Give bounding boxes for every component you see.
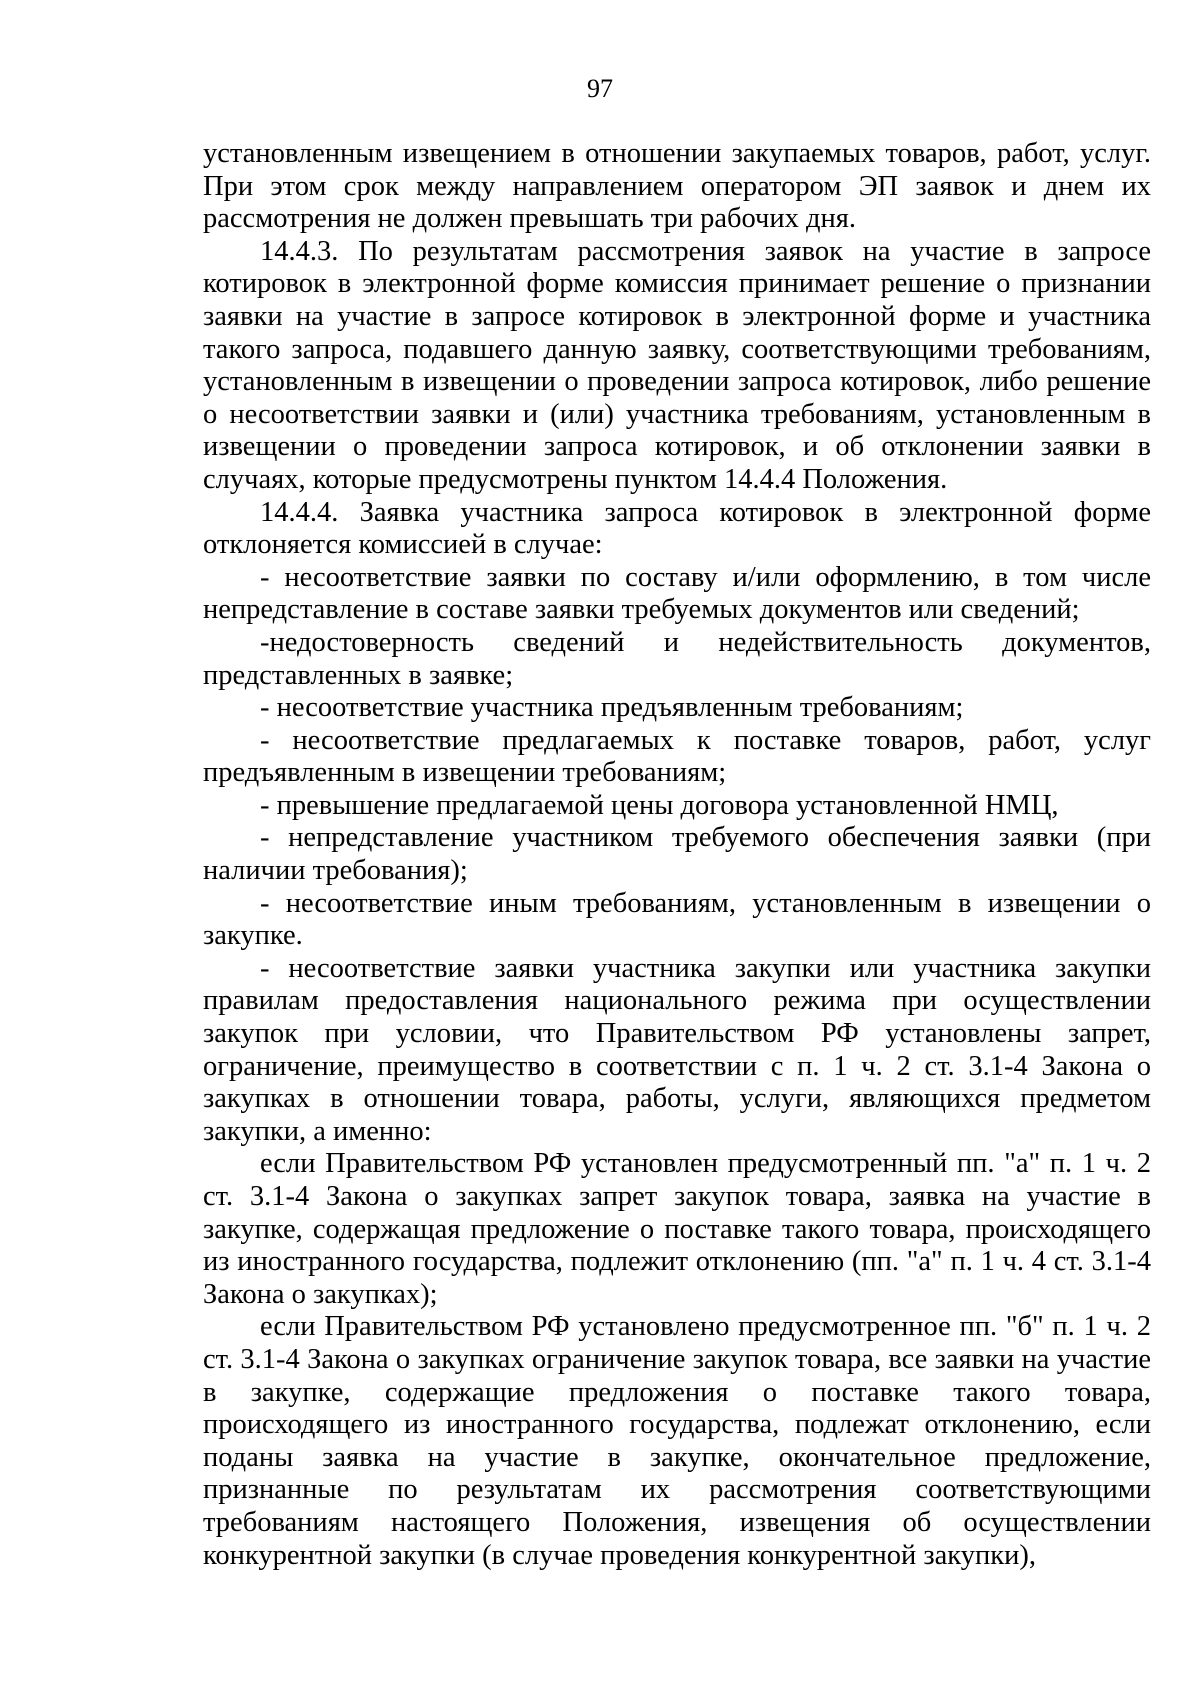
paragraph-prohibition: если Правительством РФ установлен предусмотренный пп. "а" п. 1 ч. 2 ст. 3.1-4 Закона о закупках запрет закупок товара, заявка на участие в закупке, содержащая предложение о поставке такого товара, происходящего из иностранного государства, подлежит отклонению (пп. "а" п. 1 ч. 4 ст. 3.1-4 Закона о закупках); (203, 1148, 1151, 1310)
list-item-false-information: -недостоверность сведений и недействительность документов, представленных в заявке; (203, 626, 1151, 691)
paragraph-continuation: установленным извещением в отношении закупаемых товаров, работ, услуг. При этом срок между направлением оператором ЭП заявок и днем их рассмотрения не должен превышать три рабочих дня. (203, 138, 1151, 235)
list-item-nonconforming-goods: - несоответствие предлагаемых к поставке товаров, работ, услуг предъявленным в извещении требованиям; (203, 724, 1151, 789)
paragraph-restriction: если Правительством РФ установлено предусмотренное пп. "б" п. 1 ч. 2 ст. 3.1-4 Закона о закупках ограничение закупок товара, все заявки на участие в закупке, содержащие предложения о поставке такого товара, происходящего из иностранного государства, подлежат отклонению, если поданы заявка на участие в закупке, окончательное предложение, признанные по результатам их рассмотрения соответствующими требованиям настоящего Положения, извещения об осуществлении конкурентной закупки (в случае проведения конкурентной закупки), (203, 1311, 1151, 1571)
page-number: 97 (587, 74, 613, 103)
list-item-nonconforming-application: - несоответствие заявки по составу и/или оформлению, в том числе непредставление в составе заявки требуемых документов или сведений; (203, 561, 1151, 626)
document-body (203, 138, 1151, 1572)
paragraph-14-4-4: 14.4.4. Заявка участника запроса котировок в электронной форме отклоняется комиссией в случае: (203, 496, 1151, 561)
list-item-no-security: - непредставление участником требуемого обеспечения заявки (при наличии требования); (203, 822, 1151, 887)
list-item-other-requirements: - несоответствие иным требованиям, установленным в извещении о закупке. (203, 887, 1151, 952)
list-item-nonconforming-participant: - несоответствие участника предъявленным требованиям; (260, 692, 964, 724)
list-item-price-exceeds: - превышение предлагаемой цены договора установленной НМЦ, (260, 789, 1059, 821)
list-item-national-regime: - несоответствие заявки участника закупки или участника закупки правилам предоставления национального режима при осуществлении закупок при условии, что Правительством РФ установлены запрет, ограничение, преимущество в соответствии с п. 1 ч. 2 ст. 3.1-4 Закона о закупках в отношении товара, работы, услуги, являющихся предметом закупки, а именно: (203, 952, 1151, 1147)
paragraph-14-4-3: 14.4.3. По результатам рассмотрения заявок на участие в запросе котировок в электронной форме комиссия принимает решение о признании заявки на участие в запросе котировок в электронной форме и участника такого запроса, подавшего данную заявку, соответствующими требованиям, установленным в извещении о проведении запроса котировок, либо решение о несоответствии заявки и (или) участника требованиям, установленным в извещении о проведении запроса котировок, и об отклонении заявки в случаях, которые предусмотрены пунктом 14.4.4 Положения. (203, 235, 1151, 495)
